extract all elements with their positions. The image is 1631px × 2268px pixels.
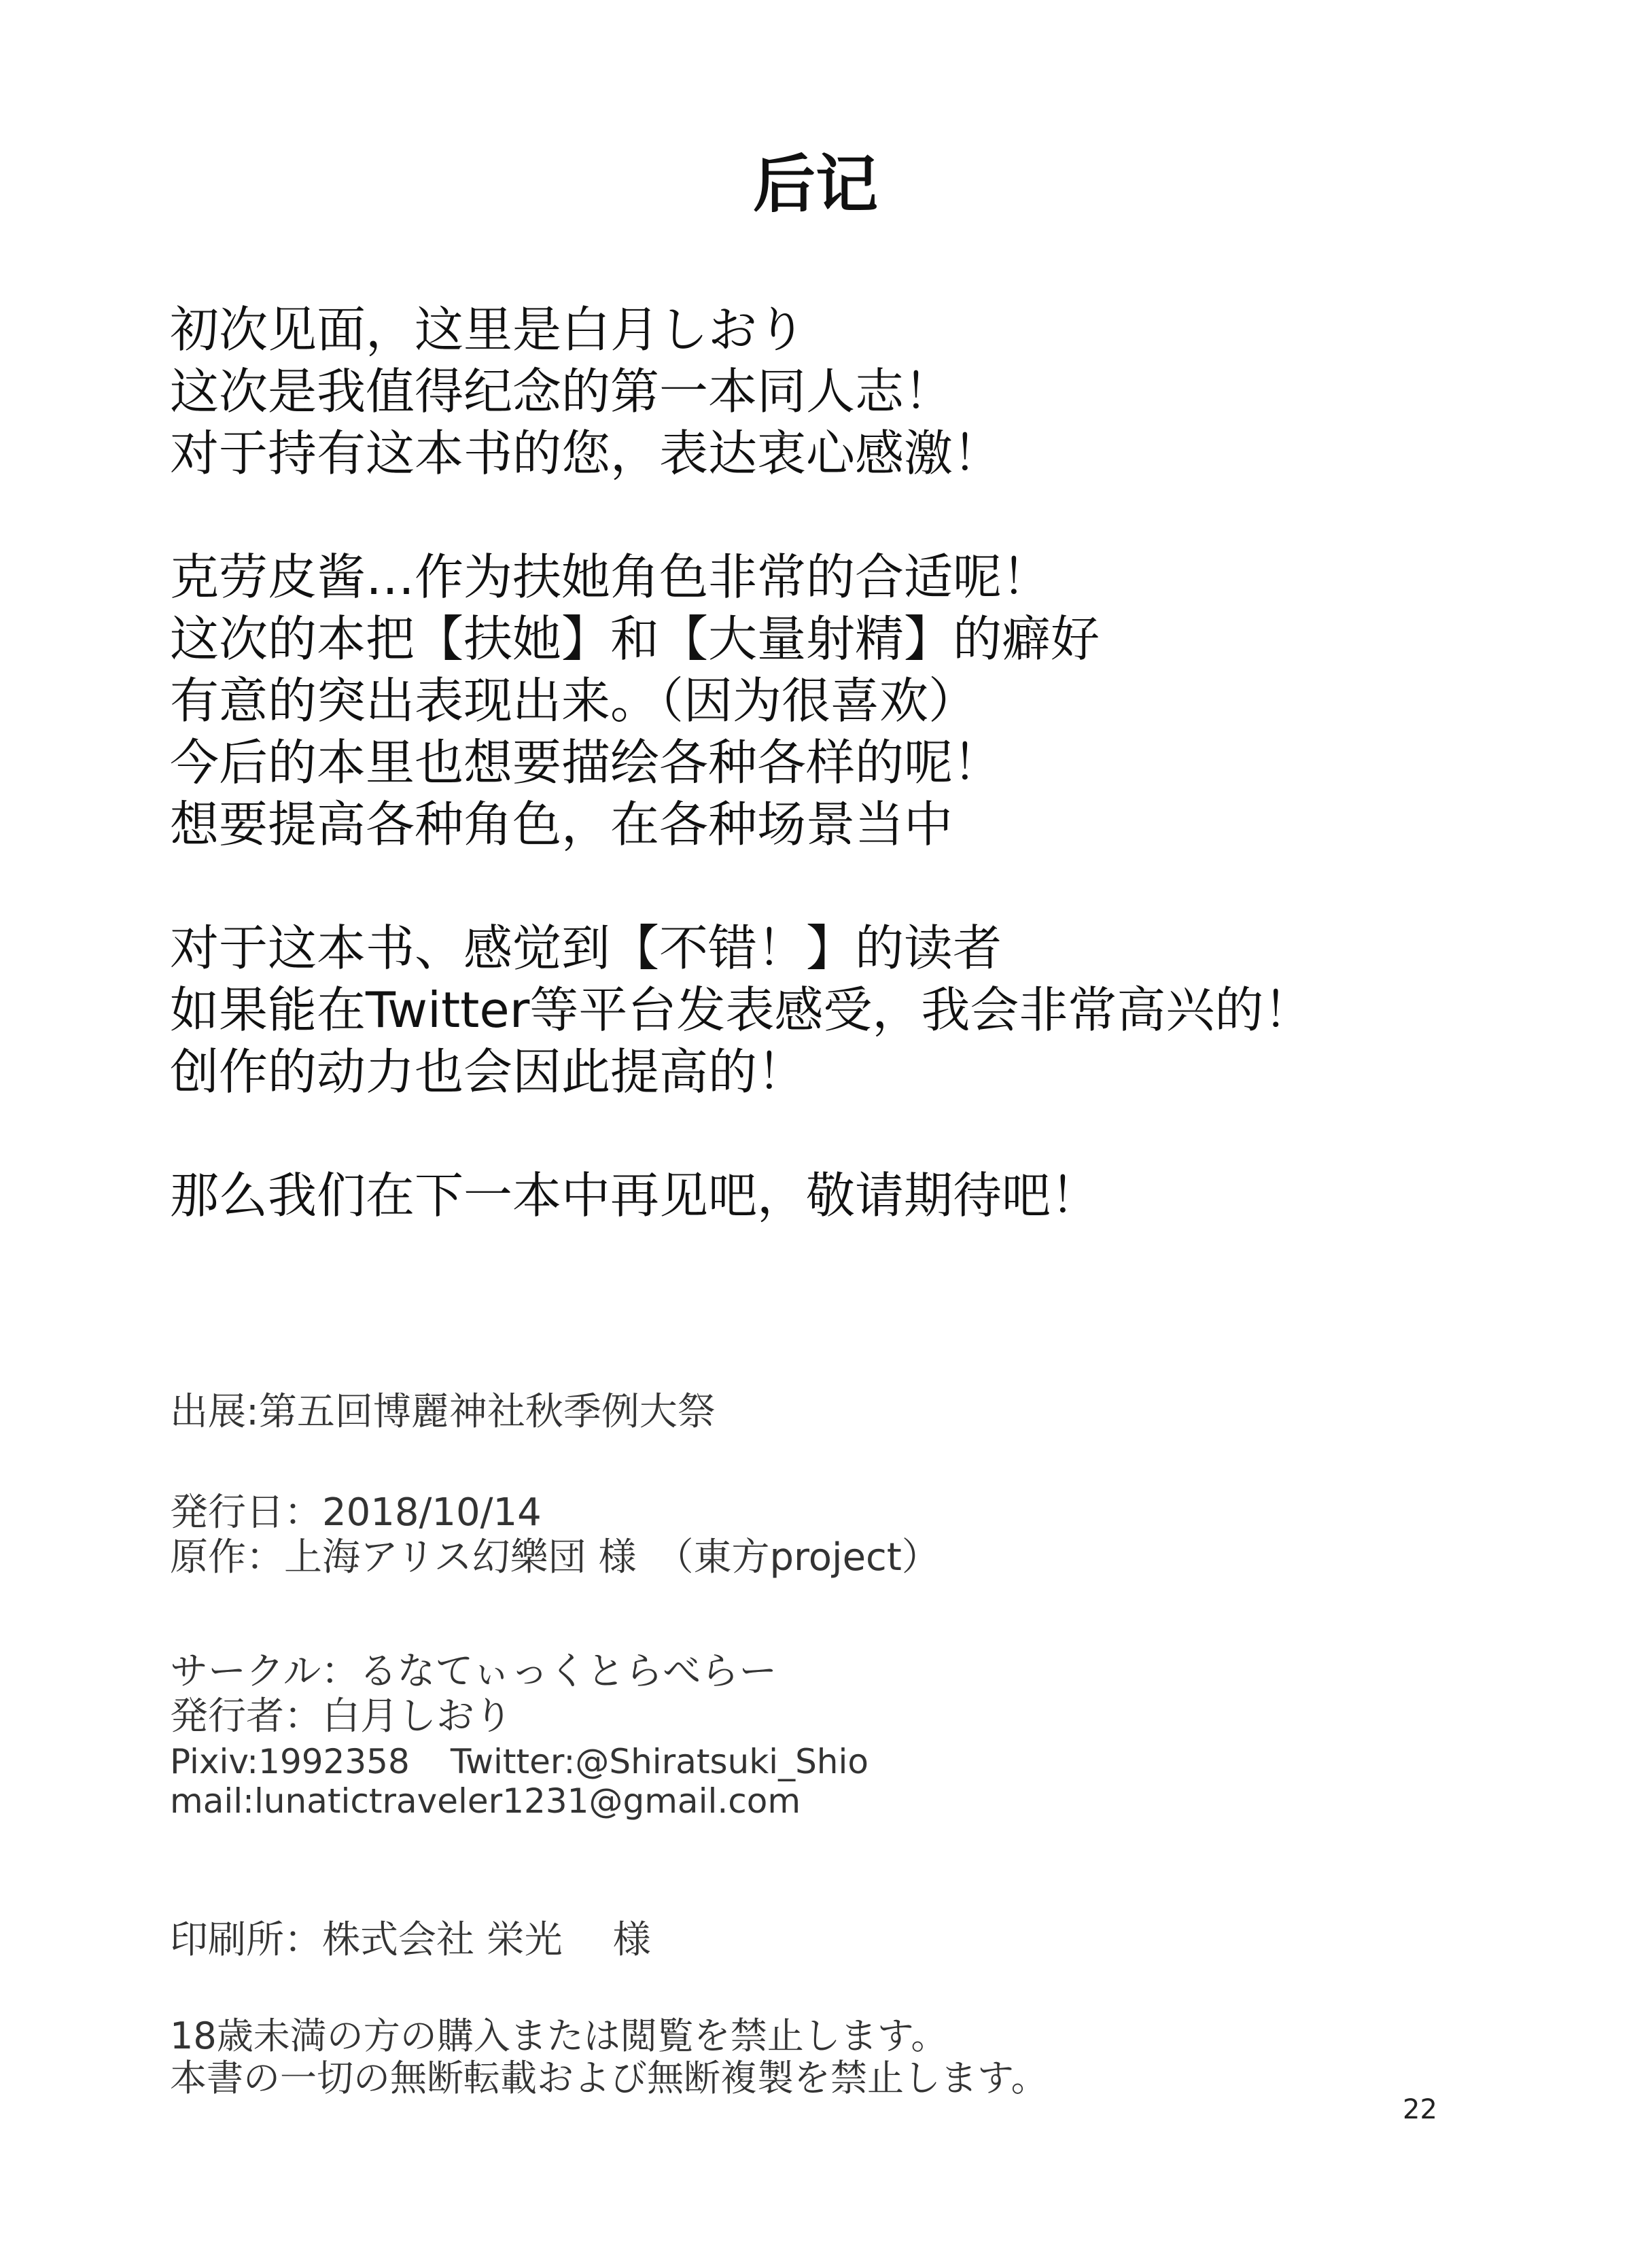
original-work-line: 原作：上海アリス幻樂団 様 （東方project） — [170, 1535, 940, 1580]
text-line: 这次是我值得纪念的第一本同人志！ — [170, 363, 953, 420]
text-line: 想要提高各种角色，在各种场景当中 — [170, 796, 953, 853]
mail-address: mail:lunatictraveler1231@gmail.com — [170, 1781, 801, 1821]
copy-restriction-notice: 本書の一切の無断転載および無断複製を禁止します。 — [170, 2057, 1048, 2099]
colophon-event — [170, 1390, 1461, 1435]
afterword-body — [170, 299, 1529, 1227]
text-line: 创作的动力也会因此提高的！ — [170, 1043, 807, 1100]
text-line: 今后的本里也想要描绘各种各样的呢！ — [170, 734, 1002, 791]
age-restriction-notice: 18歳未満の方の購入または閲覧を禁止します。 — [170, 2014, 948, 2057]
colophon-notices — [170, 2015, 1461, 2099]
colophon-release — [170, 1490, 1461, 1580]
release-date-line: 発行日：2018/10/14 — [170, 1490, 542, 1535]
pixiv-id: Pixiv:1992358 — [170, 1742, 410, 1781]
event-line: 出展:第五回博麗神社秋季例大祭 — [170, 1390, 716, 1434]
paragraph-content — [170, 546, 1529, 856]
text-line: 如果能在Twitter等平台发表感受，我会非常高兴的！ — [170, 981, 1313, 1039]
text-line: 克劳皮酱…作为扶她角色非常的合适呢！ — [170, 548, 1051, 606]
twitter-handle: Twitter:@Shiratsuki_Shio — [450, 1742, 869, 1781]
colophon-printer — [170, 1918, 1461, 1963]
text-line: 有意的突出表现出来。（因为很喜欢） — [170, 672, 978, 729]
page-title: 后记 — [752, 148, 878, 221]
page-number: 22 — [1403, 2094, 1437, 2125]
text-line: 初次见面，这里是白月しおり — [170, 301, 807, 358]
paragraph-greeting — [170, 299, 1529, 485]
text-line: 这次的本把【扶她】和【大量射精】的癖好 — [170, 610, 1100, 667]
paragraph-request — [170, 918, 1529, 1103]
social-line — [170, 1742, 1461, 1781]
printer-line: 印刷所：株式会社 栄光 様 — [170, 1918, 651, 1962]
publisher-line: 発行者：白月しおり — [170, 1694, 512, 1739]
text-line: 对于持有这本书的您，表达衷心感激！ — [170, 425, 1002, 482]
text-line: 那么我们在下一本中再见吧，敬请期待吧！ — [170, 1167, 1100, 1224]
text-line: 对于这本书、感觉到【不错！】的读者 — [170, 920, 1002, 977]
colophon-circle — [170, 1650, 1461, 1821]
paragraph-farewell — [170, 1165, 1529, 1227]
circle-line: サークル：るなてぃっくとらべらー — [170, 1650, 777, 1694]
